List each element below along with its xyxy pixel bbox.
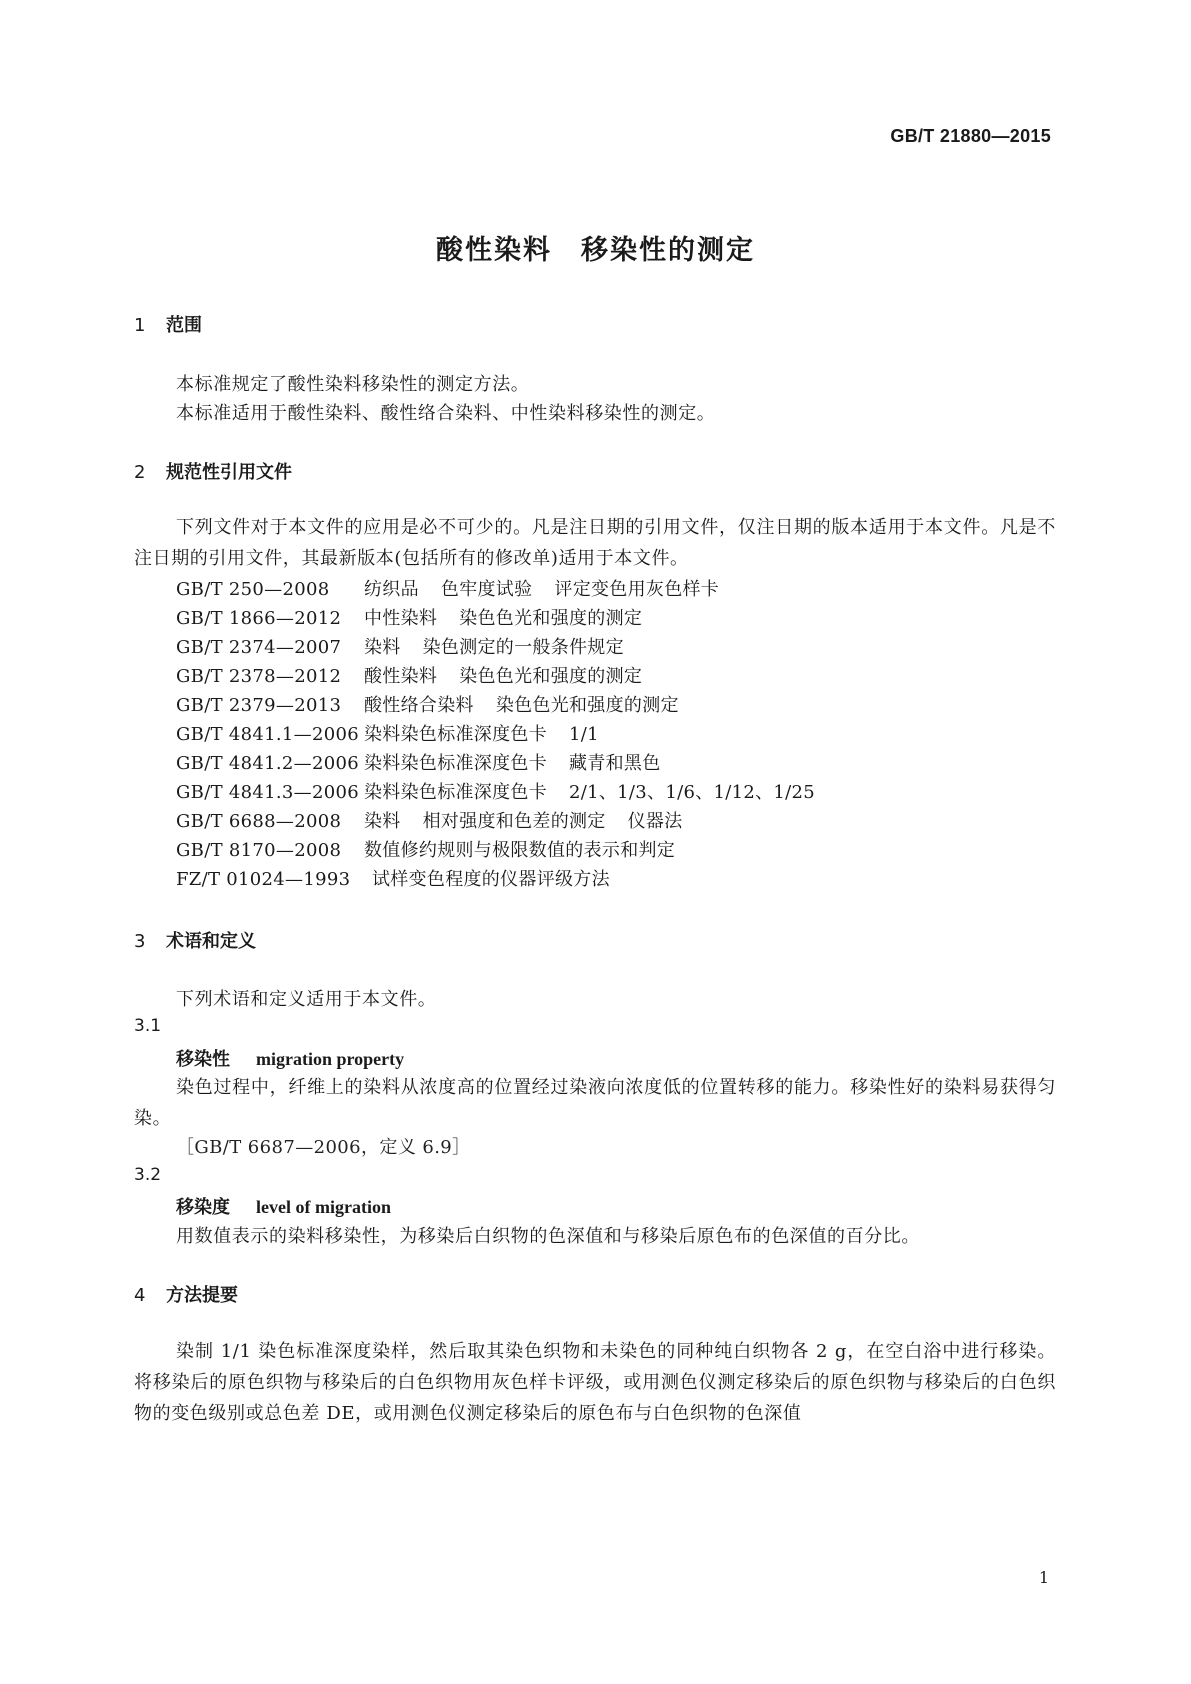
reference-title-part: 染料 [364,637,401,658]
reference-title-part: 染料染色标准深度色卡 [364,753,547,774]
section-number: 2 [134,462,146,483]
reference-item [176,720,599,746]
reference-title-part: 染色色光和强度的测定 [459,608,643,629]
reference-code: GB/T 6688—2008 [176,811,342,832]
normative-references-intro: 下列文件对于本文件的应用是必不可少的。凡是注日期的引用文件，仅注日期的版本适用于本文件。凡是不注日期的引用文件，其最新版本(包括所有的修改单)适用于本文件。 [134,517,1056,569]
document-title: 酸性染料 移染性的测定 [436,235,755,266]
reference-item [176,865,610,891]
reference-code: GB/T 8170—2008 [176,840,342,861]
reference-code: GB/T 2379—2013 [176,695,342,716]
section-number: 4 [134,1285,146,1306]
terms-intro: 下列术语和定义适用于本文件。 [176,989,437,1010]
term-english: level of migration [256,1197,391,1217]
scope-paragraph-2: 本标准适用于酸性染料、酸性络合染料、中性染料移染性的测定。 [176,403,716,424]
reference-title-part: 2/1、1/3、1/6、1/12、1/25 [569,782,816,803]
reference-item [176,749,661,775]
section-heading-method [134,1281,238,1307]
term-source: ［GB/T 6687—2006，定义 6.9］ [176,1137,471,1158]
reference-code: FZ/T 01024—1993 [176,869,351,890]
reference-title-part: 藏青和黑色 [569,753,661,774]
term-definition: 染色过程中，纤维上的染料从浓度高的位置经过染液向浓度低的位置转移的能力。移染性好的染料易获得匀染。 [134,1077,1056,1129]
reference-title-part: 试样变色程度的仪器评级方法 [372,869,610,890]
section-heading-normative-references [134,458,292,484]
scope-paragraph-1: 本标准规定了酸性染料移染性的测定方法。 [176,374,530,395]
term-definition: 用数值表示的染料移染性，为移染后白织物的色深值和与移染后原色布的色深值的百分比。 [176,1226,920,1247]
section-number: 3 [134,931,146,952]
reference-code: GB/T 4841.2—2006 [176,753,359,774]
term-english: migration property [256,1049,405,1069]
reference-item [176,807,683,833]
term-heading [176,1193,391,1219]
reference-title-part: 色牢度试验 [440,579,533,600]
reference-code: GB/T 4841.1—2006 [176,724,359,745]
reference-title-part: 评定变色用灰色样卡 [554,579,720,600]
term-number: 3.2 [134,1165,162,1185]
reference-code: GB/T 2374—2007 [176,637,342,658]
reference-item [176,836,675,862]
reference-title-part: 数值修约规则与极限数值的表示和判定 [364,840,676,861]
reference-title-part: 染料染色标准深度色卡 [364,724,547,745]
reference-title-part: 1/1 [569,724,599,745]
reference-title-part: 染色色光和强度的测定 [459,666,643,687]
section-number: 1 [134,315,146,336]
term-heading [176,1045,404,1071]
section-heading-terms [134,927,256,953]
reference-title-part: 染料染色标准深度色卡 [364,782,547,803]
section-heading-scope [134,311,202,337]
term-chinese: 移染性 [176,1049,230,1070]
reference-code: GB/T 4841.3—2006 [176,782,359,803]
standard-code: GB/T 21880—2015 [890,126,1051,146]
reference-title-part: 染色测定的一般条件规定 [422,637,624,658]
reference-item [176,691,679,717]
reference-item [176,633,624,659]
reference-title-part: 仪器法 [627,811,683,832]
reference-item [176,662,642,688]
reference-title-part: 染色色光和强度的测定 [495,695,679,716]
reference-code: GB/T 2378—2012 [176,666,342,687]
reference-item [176,575,719,601]
reference-title-part: 中性染料 [364,608,438,629]
term-chinese: 移染度 [176,1197,230,1218]
section-title: 规范性引用文件 [166,462,292,483]
term-number: 3.1 [134,1016,162,1036]
section-title: 术语和定义 [166,931,256,952]
section-title: 范围 [166,315,202,336]
reference-title-part: 染料 [364,811,401,832]
reference-item [176,778,815,804]
reference-title-part: 酸性染料 [364,666,438,687]
reference-code: GB/T 250—2008 [176,579,330,600]
section-title: 方法提要 [166,1285,238,1306]
reference-title-part: 酸性络合染料 [364,695,474,716]
method-paragraph: 染制 1/1 染色标准深度染样，然后取其染色织物和未染色的同种纯白织物各 2 g，在空白浴中进行移染。将移染后的原色织物与移染后的白色织物用灰色样卡评级，或用测色仪测定移染后的原色织物与移染后的白色织物的变色级别或总色差 DE，或用测色仪测定移染后的原色布与白色织物的色深值 [134,1341,1056,1424]
reference-title-part: 纺织品 [364,579,419,600]
page-number: 1 [1038,1568,1049,1587]
reference-code: GB/T 1866—2012 [176,608,342,629]
reference-title-part: 相对强度和色差的测定 [422,811,606,832]
reference-item [176,604,642,630]
